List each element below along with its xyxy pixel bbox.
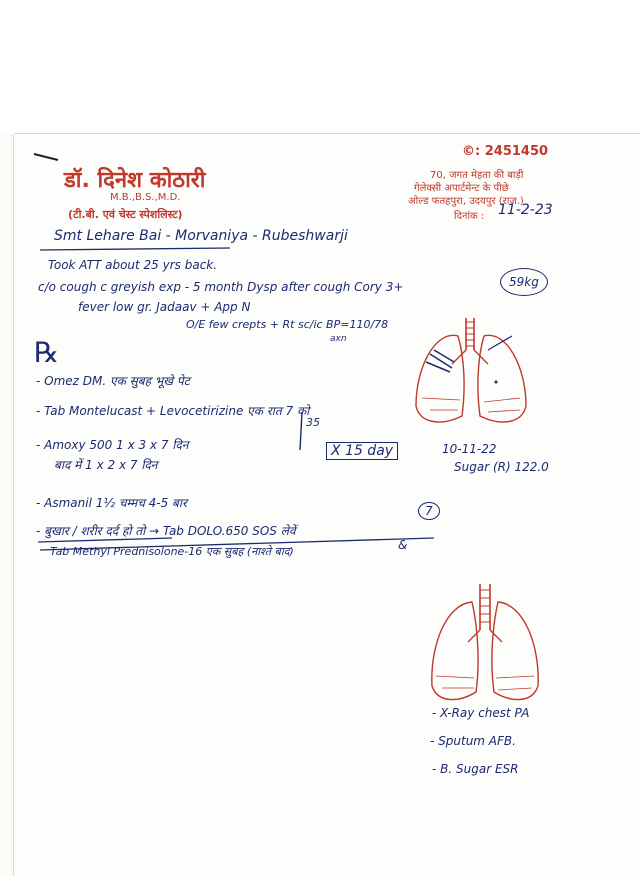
lungs-diagram-lower [424, 580, 544, 710]
history-line-1: Took ATT about 25 yrs back. [48, 258, 218, 272]
stray-mark: & [398, 538, 408, 552]
phone-icon: © [462, 144, 475, 159]
lungs-diagram-upper [408, 306, 558, 436]
address-line-3: ओल्ड फतहपुरा, उदयपुर (राज.) [408, 196, 524, 207]
rx-item: - Tab Montelucast + Levocetirizine एक रात 7 को [36, 404, 310, 418]
scan-background [0, 0, 640, 134]
prescription-paper [14, 134, 640, 876]
rx-item: - बुखार / शरीर दर्द हो तो → Tab DOLO.650 SOS लेवें [36, 524, 296, 538]
examination: O/E few crepts + Rt sc/ic BP=110/78 [186, 318, 389, 331]
examination-sub: axn [330, 334, 347, 344]
bracket-note: 35 [306, 416, 320, 429]
phone-number: : 2451450 [475, 144, 549, 159]
rx-item: बाद में 1 x 2 x 7 दिन [54, 458, 158, 472]
investigation-item: - X-Ray chest PA [432, 706, 530, 720]
pen-stroke [32, 152, 62, 164]
address-line-1: 70, जगत मेहता की बाड़ी [430, 170, 524, 181]
history-line-2: c/o cough c greyish exp - 5 month Dysp after cough Cory 3+ [38, 280, 404, 294]
weight-circle: 59kg [500, 268, 548, 296]
doctor-degrees: M.B.,B.S.,M.D. [110, 192, 181, 203]
rx-symbol: ℞ [34, 336, 60, 369]
rx-item: Tab Methyl Prednisolone-16 एक सुबह (नाश्ते बाद) [50, 545, 294, 558]
date-value: 11-2-23 [498, 202, 553, 218]
address-line-2: गेलेक्सी अपार्टमेन्ट के पीछे [414, 183, 509, 194]
rx-underline [34, 534, 454, 554]
investigation-item: - B. Sugar ESR [432, 762, 519, 776]
dose-bracket [296, 410, 306, 452]
phone-line [462, 144, 548, 159]
doctor-name: डॉ. दिनेश कोठारी [64, 168, 206, 193]
doctor-specialty: (टी.बी. एवं चेस्ट स्पेशलिस्ट) [68, 208, 183, 221]
date-label: दिनांक : [454, 211, 485, 222]
name-underline [38, 246, 234, 254]
patient-name: Smt Lehare Bai - Morvaniya - Rubeshwarji [54, 228, 348, 244]
side-note-date: 10-11-22 [442, 442, 497, 456]
circled-number: 7 [418, 502, 440, 520]
rx-item: - Asmanil 1½ चम्मच 4-5 बार [36, 496, 187, 510]
rx-item: - Amoxy 500 1 x 3 x 7 दिन [36, 438, 189, 452]
side-note-sugar: Sugar (R) 122.0 [454, 460, 549, 474]
investigation-item: - Sputum AFB. [430, 734, 516, 748]
history-line-3: fever low gr. Jadaav + App N [78, 300, 251, 314]
duration-box: X 15 day [326, 442, 398, 460]
rx-item: - Omez DM. एक सुबह भूखे पेट [36, 374, 190, 388]
